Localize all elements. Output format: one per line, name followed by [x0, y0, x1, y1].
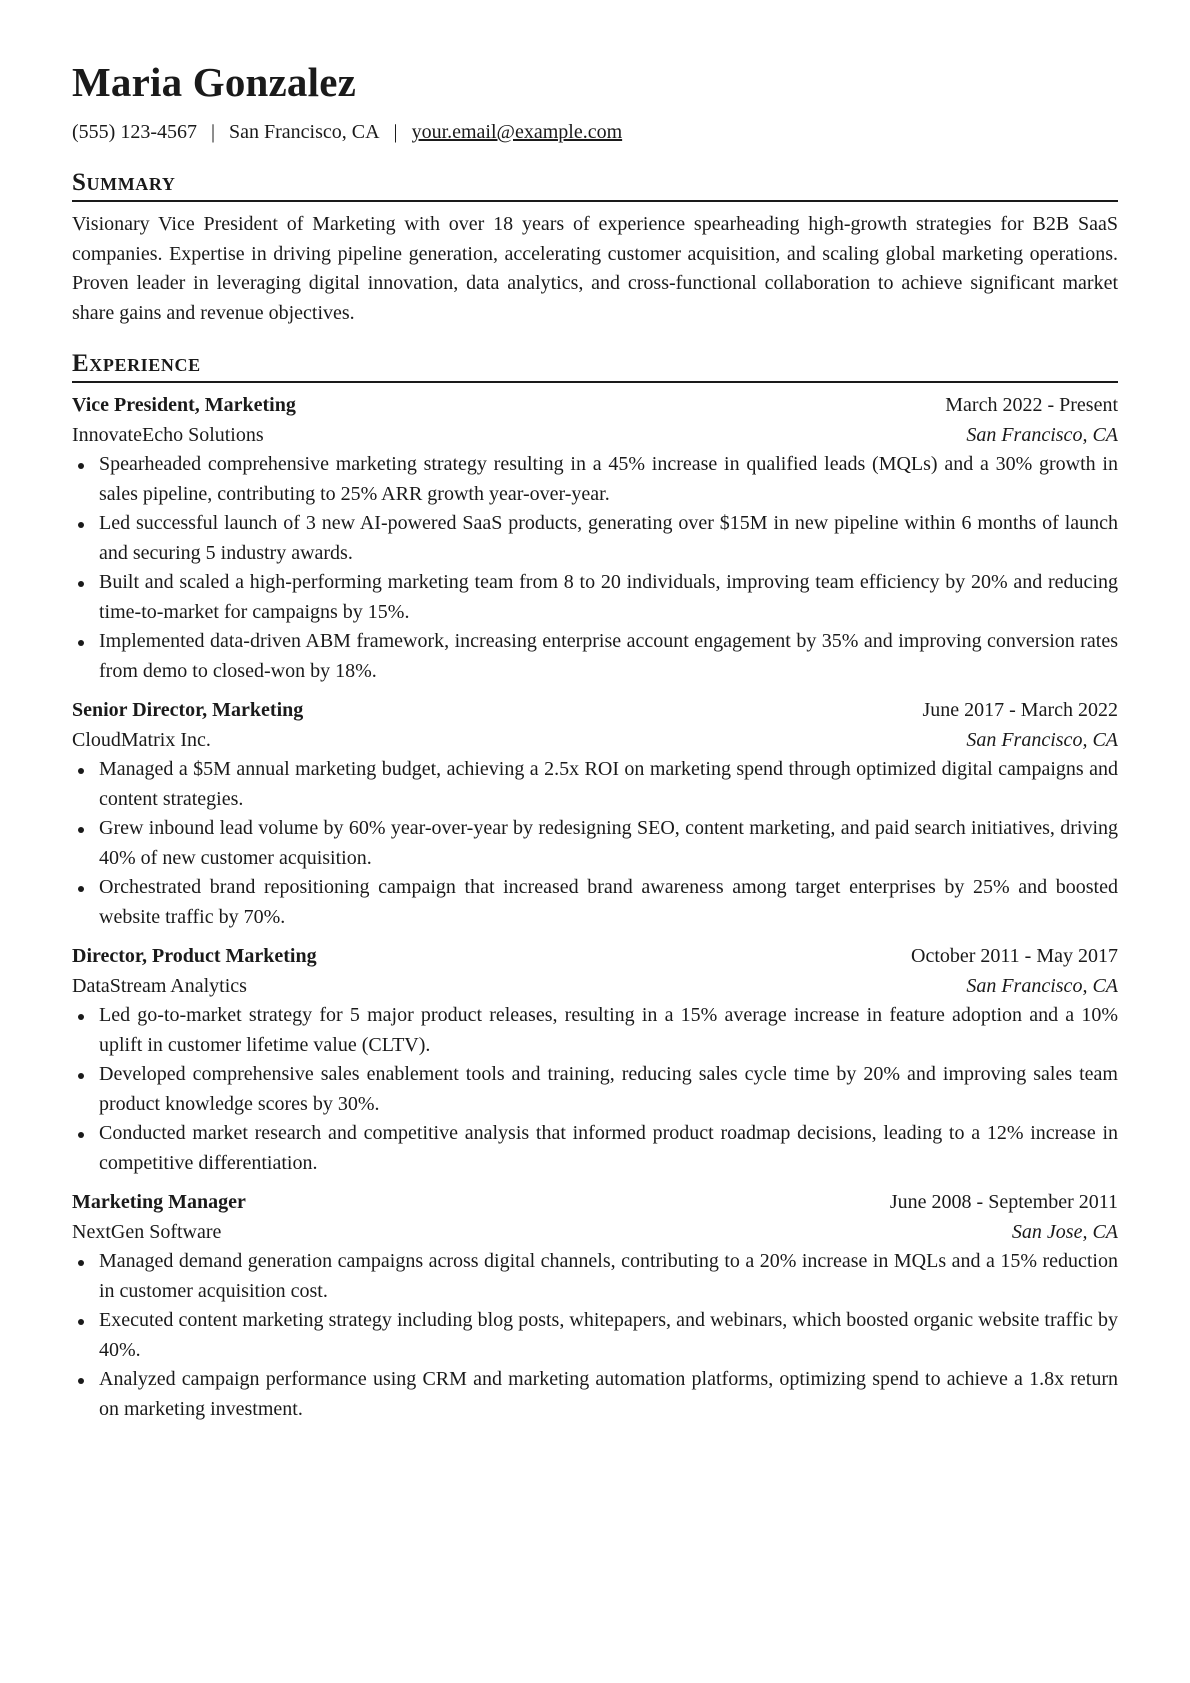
job-company: CloudMatrix Inc.: [72, 728, 211, 751]
bullet-text: Grew inbound lead volume by 60% year-over-year by redesigning SEO, content marketing, and paid search initiatives, driving 40% of new customer acquisition.: [99, 817, 1118, 869]
job-header-row: [72, 1188, 1118, 1218]
bullet-dot-icon: [78, 1378, 84, 1384]
bullet-item: [72, 450, 1118, 509]
job-entry: [72, 391, 1118, 686]
job-company-row: [72, 1218, 1118, 1248]
job-dates: June 2008 - September 2011: [889, 1191, 1118, 1213]
job-dates: March 2022 - Present: [945, 394, 1118, 416]
bullet-text: Orchestrated brand repositioning campaign that increased brand awareness among target enterprises by 25% and boosted website traffic by 70%.: [99, 876, 1118, 928]
bullet-text: Managed demand generation campaigns across digital channels, contributing to a 20% increase in MQLs and a 15% reduction in customer acquisition cost.: [99, 1250, 1118, 1302]
job-bullets: [72, 1247, 1118, 1424]
bullet-text: Analyzed campaign performance using CRM and marketing automation platforms, optimizing spend to achieve a 1.8x return on marketing investment.: [99, 1368, 1118, 1420]
bullet-text: Executed content marketing strategy including blog posts, whitepapers, and webinars, which boosted organic website traffic by 40%.: [99, 1309, 1118, 1361]
bullet-dot-icon: [78, 1319, 84, 1325]
job-company-row: [72, 421, 1118, 451]
bullet-item: [72, 1119, 1118, 1178]
bullet-dot-icon: [78, 827, 84, 833]
bullet-item: [72, 509, 1118, 568]
job-title: Vice President, Marketing: [72, 394, 296, 416]
bullet-item: [72, 627, 1118, 686]
bullet-text: Led go-to-market strategy for 5 major product releases, resulting in a 15% average increase in feature adoption and a 10% uplift in customer lifetime value (CLTV).: [99, 1004, 1118, 1056]
bullet-text: Led successful launch of 3 new AI-powered SaaS products, generating over $15M in new pipeline within 6 months of launch and securing 5 industry awards.: [99, 512, 1118, 564]
bullet-item: [72, 873, 1118, 932]
contact-line: [72, 120, 1118, 144]
bullet-text: Conducted market research and competitive analysis that informed product roadmap decisions, leading to a 12% increase in competitive differentiation.: [99, 1122, 1118, 1174]
job-entry: [72, 696, 1118, 932]
job-header-row: [72, 942, 1118, 972]
bullet-text: Built and scaled a high-performing marketing team from 8 to 20 individuals, improving team efficiency by 20% and reducing time-to-market for campaigns by 15%.: [99, 571, 1118, 623]
job-entry: [72, 942, 1118, 1178]
bullet-dot-icon: [78, 1260, 84, 1266]
bullet-dot-icon: [78, 581, 84, 587]
job-location: San Francisco, CA: [966, 974, 1118, 997]
job-company: InnovateEcho Solutions: [72, 423, 264, 446]
contact-location: San Francisco, CA: [229, 121, 380, 143]
job-location: San Francisco, CA: [966, 423, 1118, 446]
bullet-dot-icon: [78, 522, 84, 528]
bullet-dot-icon: [78, 886, 84, 892]
job-title: Director, Product Marketing: [72, 945, 317, 967]
bullet-item: [72, 1306, 1118, 1365]
contact-separator: |: [210, 121, 215, 143]
contact-separator: |: [393, 121, 398, 143]
bullet-text: Developed comprehensive sales enablement tools and training, reducing sales cycle time by 20% and improving sales team product knowledge scores by 30%.: [99, 1063, 1118, 1115]
summary-section: [72, 168, 1118, 328]
job-company-row: [72, 726, 1118, 756]
section-title-experience: Experience: [72, 349, 1118, 383]
email-link[interactable]: your.email@example.com: [411, 121, 623, 143]
job-title: Marketing Manager: [72, 1191, 246, 1213]
job-entry: [72, 1188, 1118, 1424]
job-bullets: [72, 450, 1118, 686]
phone-number: (555) 123-4567: [72, 121, 197, 143]
job-title: Senior Director, Marketing: [72, 699, 304, 721]
bullet-dot-icon: [78, 768, 84, 774]
bullet-dot-icon: [78, 1073, 84, 1079]
bullet-text: Managed a $5M annual marketing budget, achieving a 2.5x ROI on marketing spend through optimized digital campaigns and content strategies.: [99, 758, 1118, 810]
job-location: San Jose, CA: [1011, 1220, 1118, 1243]
bullet-dot-icon: [78, 1014, 84, 1020]
job-header-row: [72, 696, 1118, 726]
job-header-row: [72, 391, 1118, 421]
job-dates: October 2011 - May 2017: [911, 945, 1118, 967]
bullet-item: [72, 814, 1118, 873]
candidate-name: Maria Gonzalez: [72, 59, 357, 105]
job-bullets: [72, 1001, 1118, 1178]
bullet-item: [72, 1060, 1118, 1119]
job-company: DataStream Analytics: [72, 974, 247, 997]
bullet-dot-icon: [78, 640, 84, 646]
bullet-item: [72, 1365, 1118, 1424]
job-location: San Francisco, CA: [966, 728, 1118, 751]
bullet-text: Spearheaded comprehensive marketing strategy resulting in a 45% increase in qualified leads (MQLs) and a 30% growth in sales pipeline, contributing to 25% ARR growth year-over-year.: [99, 453, 1118, 505]
bullet-item: [72, 1001, 1118, 1060]
experience-section: [72, 349, 1118, 1424]
bullet-item: [72, 755, 1118, 814]
bullet-dot-icon: [78, 1132, 84, 1138]
bullet-item: [72, 1247, 1118, 1306]
summary-text: Visionary Vice President of Marketing with over 18 years of experience spearheading high-growth strategies for B2B SaaS companies. Expertise in driving pipeline generation, accelerating customer acquisition, and scaling global marketing operations. Proven leader in leveraging digital innovation, data analytics, and cross-functional collaboration to achieve significant market share gains and revenue objectives.: [72, 213, 1118, 324]
bullet-dot-icon: [78, 463, 84, 469]
section-title-summary: Summary: [72, 168, 1118, 202]
job-bullets: [72, 755, 1118, 932]
job-dates: June 2017 - March 2022: [922, 699, 1118, 721]
bullet-item: [72, 568, 1118, 627]
job-company-row: [72, 972, 1118, 1002]
bullet-text: Implemented data-driven ABM framework, increasing enterprise account engagement by 35% and improving conversion rates from demo to closed-won by 18%.: [99, 630, 1118, 682]
job-company: NextGen Software: [72, 1220, 222, 1243]
